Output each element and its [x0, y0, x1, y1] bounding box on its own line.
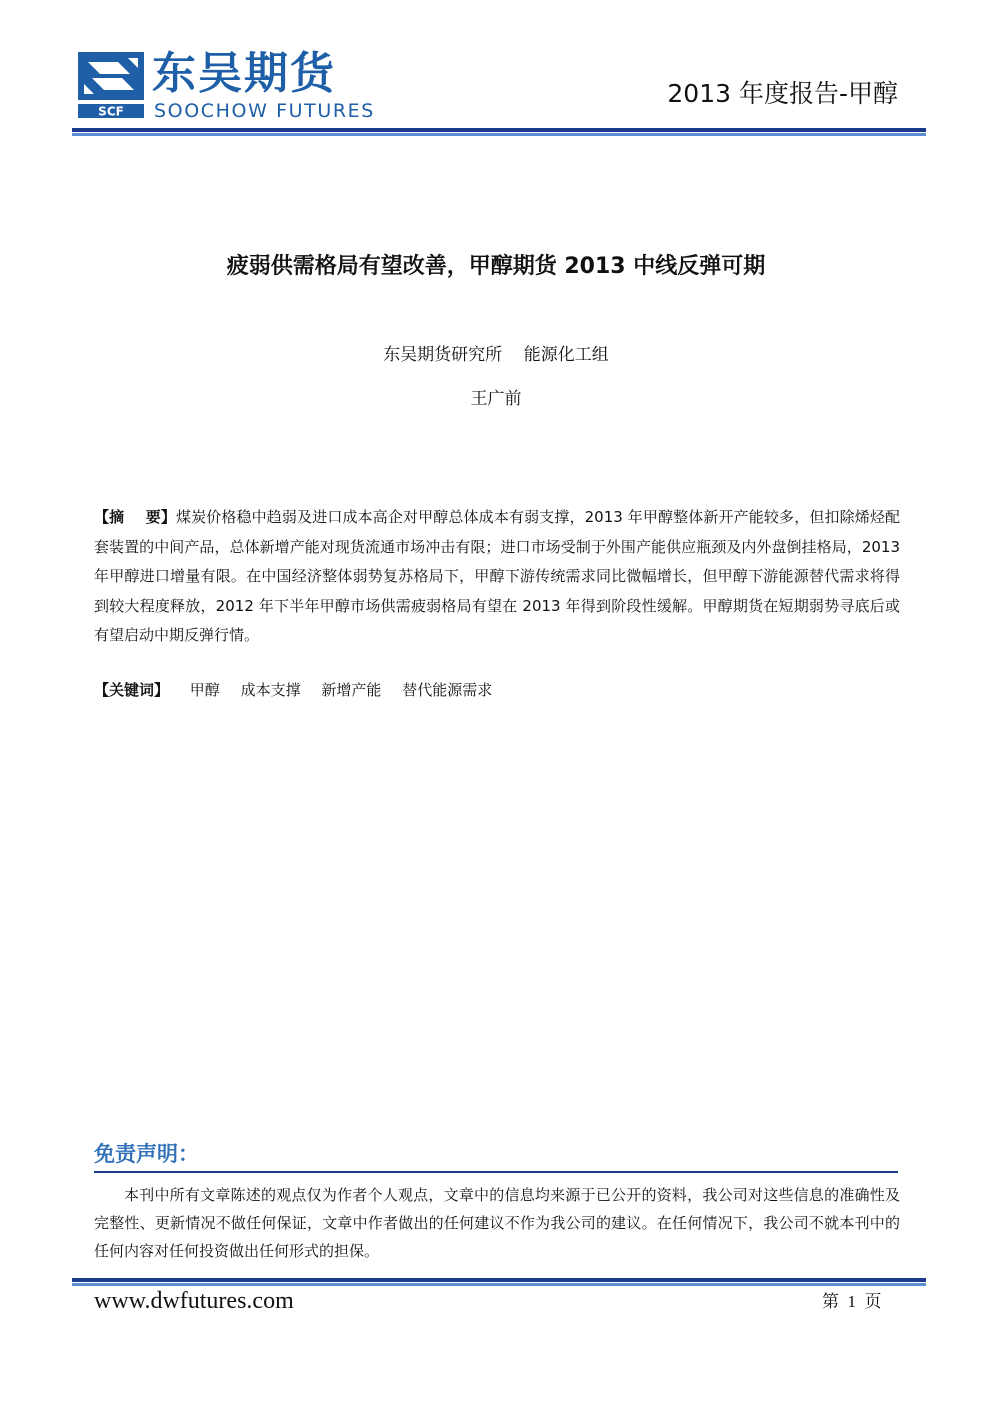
disclaimer-text: 本刊中所有文章陈述的观点仅为作者个人观点，文章中的信息均来源于已公开的资料，我公司对这些信息的准确性及完整性、更新情况不做任何保证，文章中作者做出的任何建议不作为我公司的建议。在任何情况下，我公司不就本刊中的任何内容对任何投资做出任何形式的担保。: [94, 1186, 900, 1260]
scf-logo-icon: [78, 52, 144, 122]
footer-rule-dark: [72, 1278, 926, 1282]
footer-website-link[interactable]: www.dwfutures.com: [94, 1288, 294, 1314]
keyword-item: 替代能源需求: [402, 681, 493, 699]
article-author: 王广前: [470, 389, 522, 409]
abstract-label: 【摘 要】: [94, 508, 176, 526]
keyword-item: 成本支撑: [240, 681, 301, 699]
logo-mark-text: SCF: [98, 104, 124, 119]
keyword-item: 新增产能: [321, 681, 382, 699]
logo-chinese-name: 东吴期货: [152, 48, 336, 99]
article-title: 疲弱供需格局有望改善，甲醇期货 2013 中线反弹可期: [226, 254, 766, 279]
keyword-item: 甲醇: [189, 681, 220, 699]
disclaimer-title: 免责声明：: [94, 1142, 199, 1166]
abstract: [94, 503, 900, 651]
header-rule-dark: [72, 128, 926, 132]
keywords-label: 【关键词】: [94, 681, 170, 699]
company-logo: [78, 48, 398, 126]
report-title: 2013 年度报告-甲醇: [667, 79, 898, 108]
abstract-text: 煤炭价格稳中趋弱及进口成本高企对甲醇总体成本有弱支撑，2013 年甲醇整体新开产能较多，但扣除烯烃配套装置的中间产品，总体新增产能对现货流通市场冲击有限；进口市场受制于外围产能供应瓶颈及内外盘倒挂格局，2013 年甲醇进口增量有限。在中国经济整体弱势复苏格局下，甲醇下游传统需求同比微幅增长，但甲醇下游能源替代需求将得到较大程度释放，2012 年下半年甲醇市场供需疲弱格局有望在 2013 年得到阶段性缓解。甲醇期货在短期弱势寻底后或有望启动中期反弹行情。: [94, 508, 901, 644]
logo-english-name: SOOCHOW FUTURES: [154, 100, 375, 122]
article-organization: 东吴期货研究所 能源化工组: [383, 345, 609, 365]
disclaimer-rule: [94, 1171, 898, 1173]
page-number: 第 1 页: [822, 1292, 882, 1311]
keywords: [94, 676, 900, 704]
header-rule-light: [72, 133, 926, 136]
